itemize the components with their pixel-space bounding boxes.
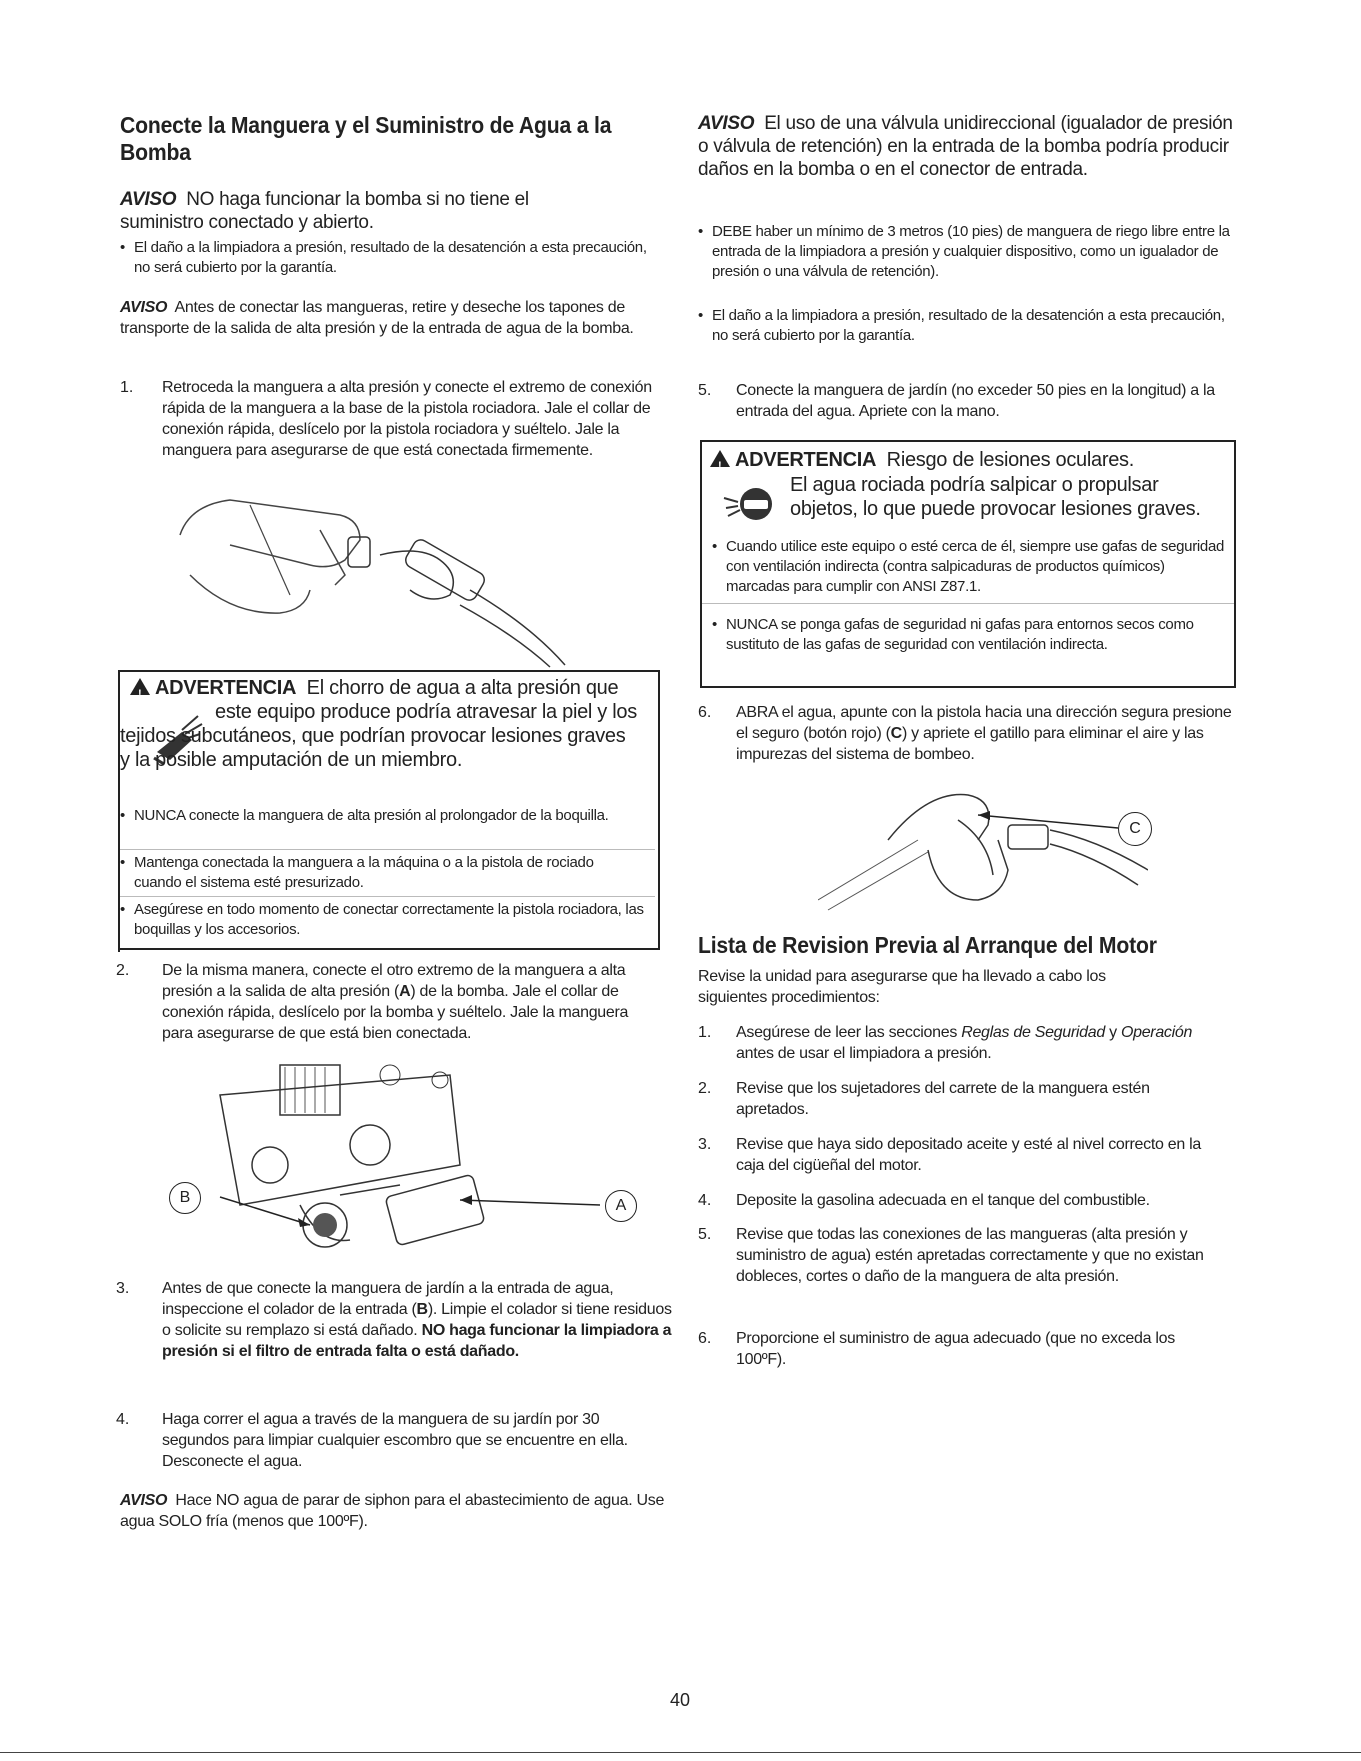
warning-triangle-icon xyxy=(130,678,150,695)
aviso-tag: AVISO xyxy=(120,299,168,316)
spray-gun-illustration xyxy=(170,495,610,670)
step-6-text-b: ) y apriete el gatillo para eliminar el aire y las impurezas del sistema de bombeo. xyxy=(736,725,1204,763)
step-3-bold: NO haga funcionar la limpiadora a presión si el filtro de entrada falta o está dañado. xyxy=(162,1322,672,1360)
step-number: 4. xyxy=(698,1192,712,1209)
divider xyxy=(120,896,655,897)
warning-bullet: • NUNCA conecte la manguera de alta presión al prolongador de la boquilla. xyxy=(134,806,644,826)
checklist-text-b: y xyxy=(1104,1024,1121,1041)
aviso-text: El uso de una válvula unidireccional (igualador de presión o válvula de retención) en la entrada de la bomba podría producir daños en la bomba o en el conector de entrada. xyxy=(698,113,1233,180)
page-bottom-rule xyxy=(0,1752,1361,1753)
warning-bullet: • Asegúrese en todo momento de conectar correctamente la pistola rociadora, las boquillas y los accesorios. xyxy=(134,900,644,940)
step-4-text: Haga correr el agua a través de la manguera de su jardín por 30 segundos para limpiar cualquier escombro que se encuentre en ella. Desconecte el agua. xyxy=(162,1411,628,1470)
warning-box-bottom xyxy=(118,948,658,950)
step-number: 1. xyxy=(698,1024,712,1041)
warning-lead: Riesgo de lesiones oculares. xyxy=(886,449,1134,471)
warning-bullet: • Mantenga conectada la manguera a la máquina o a la pistola de rociado cuando el sistema esté presurizado. xyxy=(134,853,644,893)
checklist-text-c: antes de usar el limpiadora a presión. xyxy=(736,1045,992,1062)
warning-bullet: • NUNCA se ponga gafas de seguridad ni gafas para entornos secos como sustituto de las gafas de seguridad con ventilación indirecta. xyxy=(726,615,1226,655)
step-number: 2. xyxy=(698,1080,712,1097)
checklist-item: Deposite la gasolina adecuada en el tanque del combustible. xyxy=(736,1192,1150,1209)
checklist-intro: Revise la unidad para asegurarse que ha llevado a cabo los siguientes procedimientos: xyxy=(698,968,1106,1006)
aviso-bullet: • El daño a la limpiadora a presión, resultado de la desatención a esta precaución, no será cubierto por la garantía. xyxy=(712,306,1232,346)
step-number: 3. xyxy=(116,1280,130,1297)
aviso-text: Antes de conectar las mangueras, retire y deseche los tapones de transporte de la salida de alta presión y de la entrada de agua de la bomba. xyxy=(120,299,634,337)
checklist-item: Revise que haya sido depositado aceite y esté al nivel correcto en la caja del cigüeñal del motor. xyxy=(736,1136,1201,1174)
trigger-gun-illustration xyxy=(818,780,1148,920)
step-number: 2. xyxy=(116,962,130,979)
step-5-text: Conecte la manguera de jardín (no exceder 50 pies en la longitud) a la entrada del agua. Apriete con la mano. xyxy=(736,382,1215,420)
callout-key: B xyxy=(416,1301,428,1318)
warning-header xyxy=(710,448,1230,472)
aviso-text: NO haga funcionar la bomba si no tiene el suministro conectado y abierto. xyxy=(120,189,529,233)
step-3-text-b: ). Limpie el colador si tiene residuos o solicite su remplazo si está dañado. xyxy=(162,1301,672,1339)
step-1-text: Retroceda la manguera a alta presión y conecte el extremo de conexión rápida de la manguera a la base de la pistola rociadora. Jale el collar de conexión rápida, deslícelo por la pistola rociadora y suéltelo. Jale la manguera para asegurarse de que está conectada firmemente. xyxy=(162,379,652,459)
step-number: 6. xyxy=(698,704,712,721)
step-2-text-b: ) de la bomba. Jale el collar de conexión rápida, deslícelo por la bomba y suéltelo. Jale la manguera para asegurarse de que está bien conectada. xyxy=(162,983,629,1042)
aviso-bullet: • DEBE haber un mínimo de 3 metros (10 pies) de manguera de riego libre entre la entrada de la limpiadora a presión y cualquier dispositivo, como un igualador de presión o una válvula de retención). xyxy=(712,222,1232,282)
checklist-item: Revise que los sujetadores del carrete de la manguera estén apretados. xyxy=(736,1080,1150,1118)
step-number: 5. xyxy=(698,382,712,399)
section-heading: Conecte la Manguera y el Suministro de Agua a la Bomba xyxy=(120,112,612,165)
checklist-text-a: Asegúrese de leer las secciones xyxy=(736,1024,962,1041)
warning-lead: El chorro de agua a alta presión que xyxy=(306,677,619,699)
step-6-text xyxy=(736,702,1241,765)
eye-protection-icon xyxy=(720,476,776,532)
step-3-text xyxy=(162,1278,682,1362)
step-number: 3. xyxy=(698,1136,712,1153)
step-6-text-a: ABRA el agua, apunte con la pistola hacia una dirección segura presione el seguro (botón rojo) ( xyxy=(736,704,1232,742)
callout-a: A xyxy=(605,1190,637,1222)
step-2-text xyxy=(162,960,662,1044)
aviso-2 xyxy=(120,297,660,339)
checklist-item: Proporcione el suministro de agua adecuado (que no exceda los 100ºF). xyxy=(736,1330,1175,1368)
section-heading: Lista de Revision Previa al Arranque del Motor xyxy=(698,932,1157,958)
warning-header xyxy=(130,676,650,700)
aviso-1 xyxy=(120,188,540,234)
divider xyxy=(120,849,655,850)
step-number: 4. xyxy=(116,1411,130,1428)
checklist-item xyxy=(736,1022,1216,1064)
callout-key: A xyxy=(399,983,411,1000)
warning-body: El agua rociada podría salpicar o propulsar objetos, lo que puede provocar lesiones graves. xyxy=(790,474,1201,520)
aviso-tag: AVISO xyxy=(120,189,177,210)
checklist-italic-1: Reglas de Seguridad xyxy=(961,1024,1105,1041)
step-3-text-a: Antes de que conecte la manguera de jardín a la entrada de agua, inspeccione el colador de la entrada ( xyxy=(162,1280,614,1318)
warning-title: ADVERTENCIA xyxy=(735,449,877,471)
warning-box-right xyxy=(658,670,660,950)
warning-title: ADVERTENCIA xyxy=(155,677,297,699)
warning-body: este equipo produce podría atravesar la piel y los tejidos subcutáneos, que podrían provocar lesiones graves y la posible amputación de un miembro. xyxy=(120,701,637,771)
pump-illustration xyxy=(160,1055,600,1265)
page-number: 40 xyxy=(670,1690,691,1710)
checklist-italic-2: Operación xyxy=(1120,1024,1193,1041)
step-number: 6. xyxy=(698,1330,712,1347)
aviso-1-bullet: • El daño a la limpiadora a presión, resultado de la desatención a esta precaución, no será cubierto por la garantía. xyxy=(134,238,654,278)
warning-triangle-icon xyxy=(710,450,730,467)
aviso-tag: AVISO xyxy=(698,113,755,134)
divider xyxy=(702,603,1234,604)
callout-key: C xyxy=(890,725,902,742)
aviso-tag: AVISO xyxy=(120,1492,168,1509)
step-number: 1. xyxy=(120,379,134,396)
aviso-text: Hace NO agua de parar de siphon para el abastecimiento de agua. Use agua SOLO fría (menos que 100ºF). xyxy=(120,1492,665,1530)
step-number: 5. xyxy=(698,1226,712,1243)
callout-c: C xyxy=(1118,812,1152,846)
warning-bullet: • Cuando utilice este equipo o esté cerca de él, siempre use gafas de seguridad con ventilación indirecta (contra salpicaduras de productos químicos) marcadas para cumplir con ANSI Z87.1. xyxy=(726,537,1226,597)
aviso-right xyxy=(698,112,1238,181)
step-2-text-a: De la misma manera, conecte el otro extremo de la manguera a alta presión a la salida de alta presión ( xyxy=(162,962,626,1000)
callout-b: B xyxy=(169,1182,201,1214)
aviso-3 xyxy=(120,1490,665,1532)
checklist-item: Revise que todas las conexiones de las mangueras (alta presión y suministro de agua) estén apretadas correctamente y que no existan dobleces, cortes o daño de la manguera de alta presión. xyxy=(736,1226,1204,1285)
